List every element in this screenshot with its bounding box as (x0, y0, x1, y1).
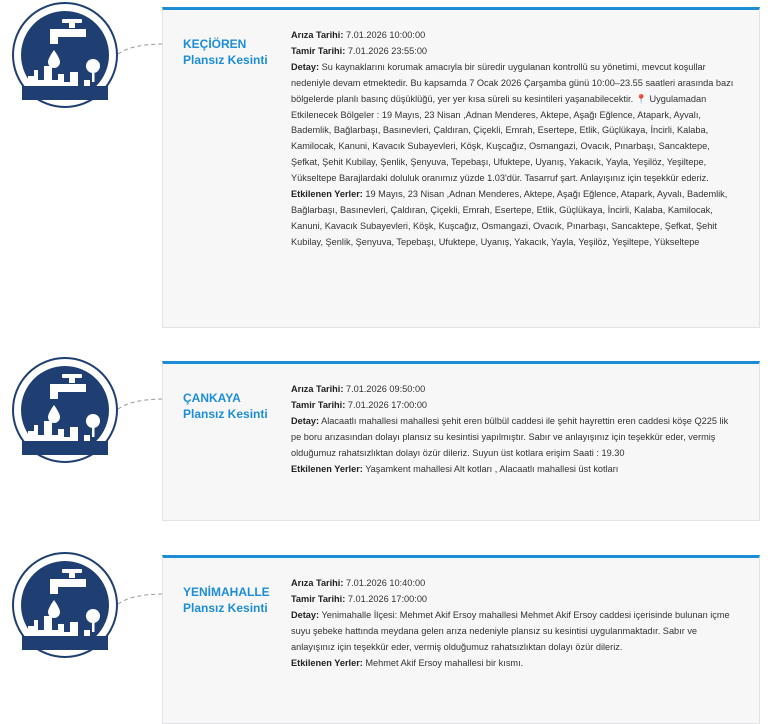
dashed-connector (118, 592, 164, 606)
detay-label: Detay: (291, 609, 320, 620)
district-name: ÇANKAYA (183, 391, 241, 405)
detay-extra-value: Uygulamadan Etkilenecek Bölgeler : 19 Mayıs, 23 Nisan ,Adnan Menderes, Aktepe, Aşağı Eğlence, Atapark, Ayvalı, Bademlik, Bağlarbaşı, Basınevleri, Çaldıran, Çiçekli, Emrah, Esertepe, Etlik, Güçlükaya, İncirli, Kalaba, Kamilocak, Kanuni, Kavacık Subayevleri, Köşk, Kuşcağız, Osmangazi, Ovacık, Pınarbaşı, Sancaktepe, Şefkat, Şehit Kubilay, Şenlik, Şenyuva, Tepebaşı, Ufuktepe, Uyanış, Yakacık, Yayla, Yeşilöz, Yeşiltepe, Yükseltepe Barajlardaki doluluk oranımız yüzde 1.03'dür. Tasarruf şart. Anlayışınız için teşekkür ederiz. (291, 93, 710, 184)
district-name: YENİMAHALLE (183, 585, 270, 599)
detay-label: Detay: (291, 415, 320, 426)
outage-card (162, 555, 760, 724)
location-pin-icon: 📍 (635, 93, 647, 104)
etkilenen-value: Mehmet Akif Ersoy mahallesi bir kısmı. (365, 657, 524, 668)
detay-value: Yenimahalle İlçesi: Mehmet Akif Ersoy mahallesi Mehmet Akif Ersoy caddesi içerisinde bulunan içme suyu şebeke hattında meydana gelen arıza nedeniyle plansız su kesintisi uygulanmaktadır. Sabır ve anlayışınız için teşekkür eder, vermiş olduğumuz rahatsızlıktan dolayı özür dileriz. (291, 609, 730, 652)
detay-label: Detay: (291, 61, 320, 72)
dashed-connector (118, 397, 164, 411)
outage-title (183, 390, 273, 422)
etkilenen-label: Etkilenen Yerler: (291, 189, 363, 200)
tamir-value: 7.01.2026 23:55:00 (347, 45, 428, 56)
outage-type: Plansız Kesinti (183, 601, 268, 615)
outage-details (291, 576, 739, 671)
district-name: KEÇİÖREN (183, 37, 247, 51)
etkilenen-label: Etkilenen Yerler: (291, 463, 363, 474)
etkilenen-label: Etkilenen Yerler: (291, 657, 363, 668)
ariza-value: 7.01.2026 10:00:00 (345, 30, 426, 40)
etkilenen-value: Yaşamkent mahallesi Alt kotları , Alacaatlı mahallesi üst kotları (365, 463, 619, 474)
outage-card (162, 361, 760, 521)
dashed-connector (118, 42, 164, 56)
outage-card (162, 7, 760, 328)
outage-type: Plansız Kesinti (183, 53, 268, 67)
water-tap-city-icon (10, 355, 120, 465)
tamir-value: 7.01.2026 17:00:00 (347, 399, 428, 410)
tamir-value: 7.01.2026 17:00:00 (347, 593, 428, 604)
tamir-label: Tamir Tarihi: (291, 45, 346, 56)
detay-value: Alacaatlı mahallesi mahallesi şehit eren bülbül caddesi ile şehit hayrettin eren caddesi köşe Q225 lik pe boru arızasından dolayı plansız su kesintisi yapılmıştır. Sabır ve anlayışınız için teşekkür eder, vermiş olduğumuz rahatsızlıktan dolayı özür dileriz. Suyun üst kotlara erişim Saati : 19.30 (291, 415, 729, 458)
tamir-label: Tamir Tarihi: (291, 399, 346, 410)
outage-details (291, 382, 739, 477)
ariza-label: Arıza Tarihi: (291, 30, 344, 40)
ariza-label: Arıza Tarihi: (291, 578, 344, 588)
detay-value: Su kaynaklarını korumak amacıyla bir süredir uygulanan kontrollü su yönetimi, mevcut koşullar nedeniyle devam etmektedir. Bu kapsamda 7 Ocak 2026 Çarşamba günü 10:00–23.55 saatleri arasında bazı bölgelerde planlı basınç düşüklüğü, yer yer kısa süreli su kesintileri yaşanabilecektir. (291, 61, 734, 104)
etkilenen-value: 19 Mayıs, 23 Nisan ,Adnan Menderes, Aktepe, Aşağı Eğlence, Atapark, Ayvalı, Bademlik, Bağlarbaşı, Basınevleri, Çaldıran, Çiçekli, Emrah, Esertepe, Etlik, Güçlükaya, İncirli, Kalaba, Kamilocak, Kanuni, Kavacık Subayevleri, Köşk, Kuşcağız, Osmangazi, Ovacık, Pınarbaşı, Sancaktepe, Şefkat, Şehit Kubilay, Şenlik, Şenyuva, Tepebaşı, Ufuktepe, Uyanış, Yakacık, Yayla, Yeşilöz, Yeşiltepe, Yükseltepe (291, 189, 728, 247)
water-tap-city-icon (10, 0, 120, 110)
outage-title (183, 36, 273, 68)
outage-type: Plansız Kesinti (183, 407, 268, 421)
outage-title (183, 584, 273, 616)
ariza-label: Arıza Tarihi: (291, 384, 344, 394)
outage-details (291, 28, 739, 251)
ariza-value: 7.01.2026 09:50:00 (345, 384, 426, 394)
ariza-value: 7.01.2026 10:40:00 (345, 578, 426, 588)
tamir-label: Tamir Tarihi: (291, 593, 346, 604)
water-tap-city-icon (10, 550, 120, 660)
